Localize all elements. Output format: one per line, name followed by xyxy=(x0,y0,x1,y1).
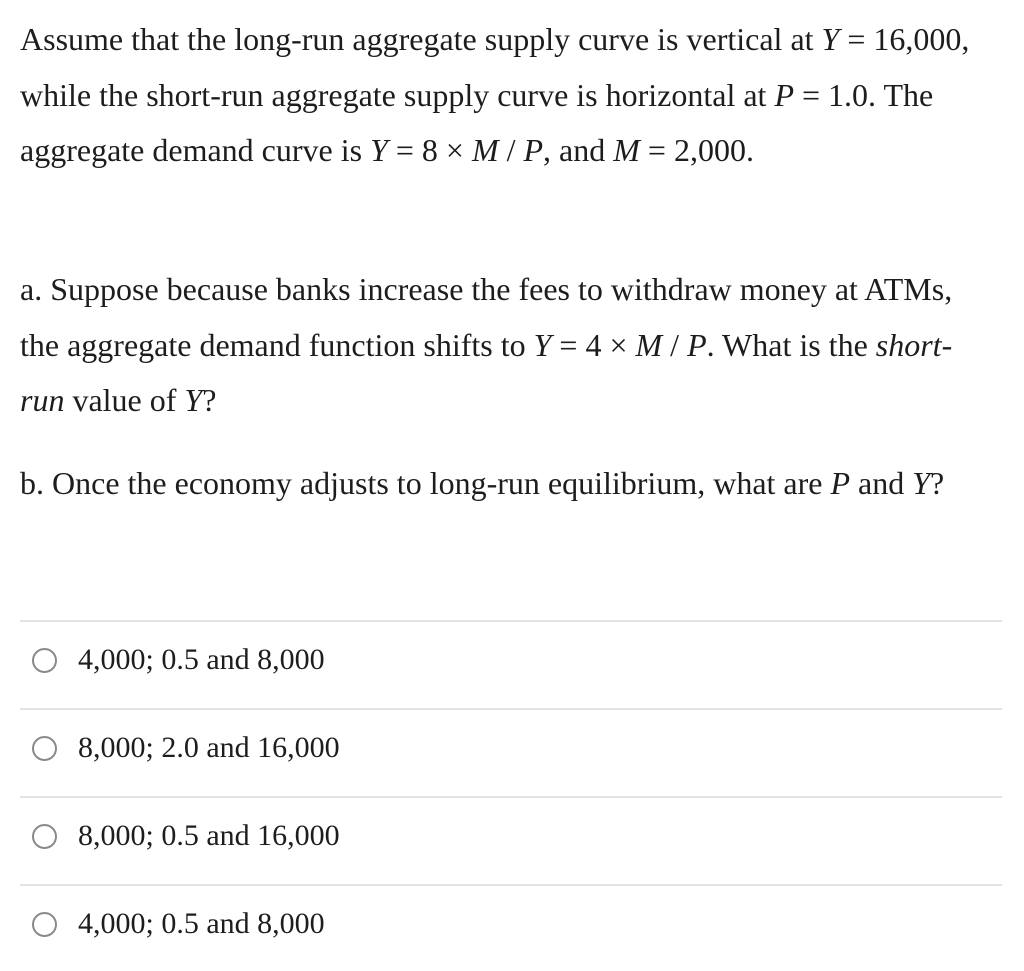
answer-option-label: 4,000; 0.5 and 8,000 xyxy=(78,907,325,940)
radio-button[interactable] xyxy=(32,648,57,673)
answer-option-label: 8,000; 0.5 and 16,000 xyxy=(78,819,340,852)
radio-button[interactable] xyxy=(32,912,57,937)
radio-button[interactable] xyxy=(32,736,57,761)
answer-option-2[interactable] xyxy=(20,709,1002,795)
answer-option-1[interactable] xyxy=(20,621,1002,707)
answer-option-label: 4,000; 0.5 and 8,000 xyxy=(78,643,325,676)
question-intro: Assume that the long-run aggregate supply curve is vertical at Y = 16,000, while the short-run aggregate supply curve is horizontal at P = 1.0. The aggregate demand curve is Y = 8 × M / P, and M = 2,000. xyxy=(20,21,970,168)
answer-option-label: 8,000; 2.0 and 16,000 xyxy=(78,731,340,764)
answer-option-4[interactable] xyxy=(20,885,1002,971)
answer-option-3[interactable] xyxy=(20,797,1002,883)
question-part-b: b. Once the economy adjusts to long-run equilibrium, what are P and Y? xyxy=(20,465,945,501)
radio-button[interactable] xyxy=(32,824,57,849)
question-part-a: a. Suppose because banks increase the fees to withdraw money at ATMs, the aggregate demand function shifts to Y = 4 × M / P. What is the short-run value of Y? xyxy=(20,271,953,418)
